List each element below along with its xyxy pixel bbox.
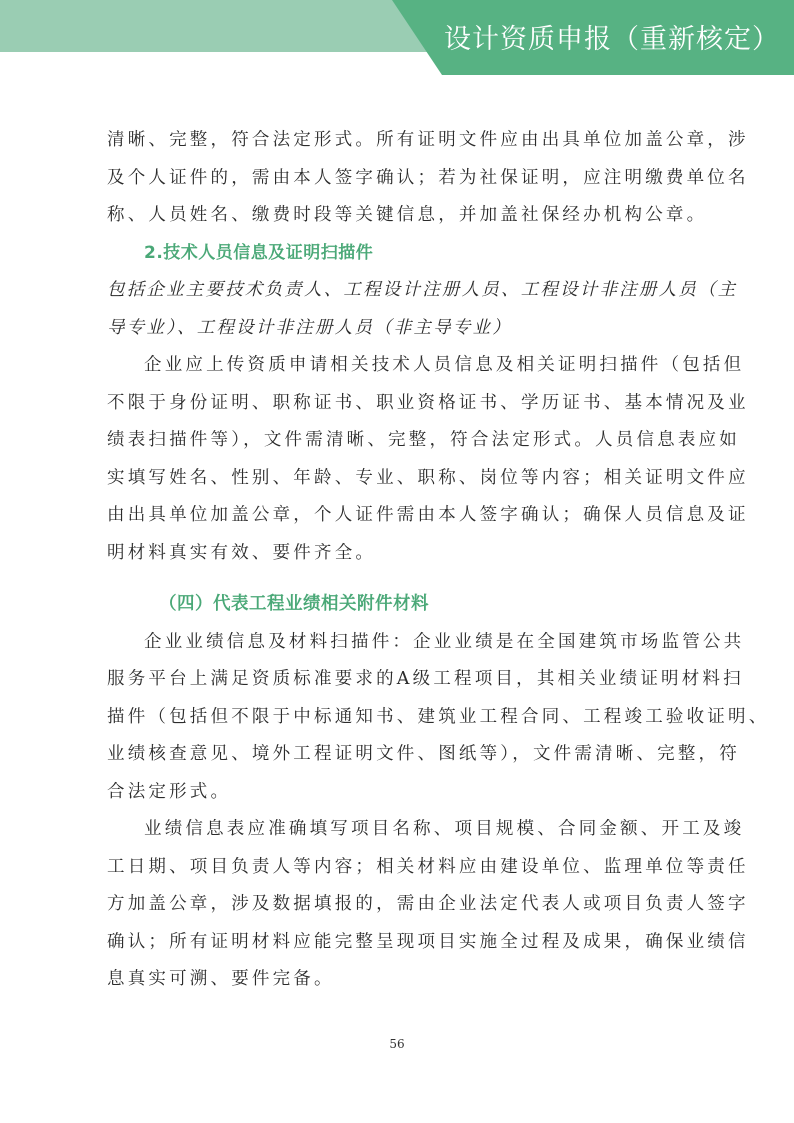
text-line: 合法定形式。 [107, 781, 232, 802]
page-number: 56 [389, 1037, 405, 1051]
page-content [107, 122, 770, 999]
text-line: 包括企业主要技术负责人、工程设计注册人员、工程设计非注册人员（主 [107, 280, 738, 300]
text-line: 服务平台上满足资质标准要求的A级工程项目，其相关业绩证明材料扫 [107, 669, 744, 689]
paragraph-2 [107, 347, 749, 572]
text-line: 业绩信息表应准确填写项目名称、项目规模、合同金额、开工及竣 [144, 819, 745, 839]
section-heading-4: （四）代表工程业绩相关附件材料 [159, 594, 429, 614]
text-line: 描件（包括但不限于中标通知书、建筑业工程合同、工程竣工验收证明、 [107, 706, 770, 727]
paragraph-4 [107, 811, 749, 999]
subheading-tech-personnel: 2.技术人员信息及证明扫描件 [144, 242, 374, 263]
italic-note [107, 272, 738, 347]
text-line: 不限于身份证明、职称证书、职业资格证书、学历证书、基本情况及业 [107, 392, 749, 413]
text-line: 绩表扫描件等），文件需清晰、完整，符合法定形式。人员信息表应如 [107, 430, 740, 450]
text-line: 企业业绩信息及材料扫描件：企业业绩是在全国建筑市场监管公共 [144, 631, 745, 652]
document-title: 设计资质申报（重新核定） [444, 24, 780, 55]
text-line: 清晰、完整，符合法定形式。所有证明文件应由出具单位加盖公章，涉 [107, 130, 749, 150]
text-line: 方加盖公章，涉及数据填报的，需由企业法定代表人或项目负责人签字 [107, 894, 749, 914]
text-line: 确认；所有证明材料应能完整呈现项目实施全过程及成果，确保业绩信 [107, 931, 749, 952]
text-line: 导专业）、工程设计非注册人员（非主导专业） [107, 317, 512, 338]
text-line: 实填写姓名、性别、年龄、专业、职称、岗位等内容；相关证明文件应 [107, 467, 749, 488]
text-line: 工日期、项目负责人等内容；相关材料应由建设单位、监理单位等责任 [107, 856, 749, 877]
text-line: 息真实可溯、要件完备。 [107, 969, 335, 989]
text-line: 业绩核查意见、境外工程证明文件、图纸等），文件需清晰、完整，符 [107, 744, 740, 764]
paragraph-3 [107, 624, 770, 812]
paragraph-1 [107, 122, 749, 235]
text-line: 由出具单位加盖公章，个人证件需由本人签字确认；确保人员信息及证 [107, 505, 749, 525]
text-line: 明材料真实有效、要件齐全。 [107, 542, 377, 563]
text-line: 企业应上传资质申请相关技术人员信息及相关证明扫描件（包括但 [144, 355, 745, 375]
text-line: 称、人员姓名、缴费时段等关键信息，并加盖社保经办机构公章。 [107, 205, 708, 225]
text-line: 及个人证件的，需由本人签字确认；若为社保证明，应注明缴费单位名 [107, 167, 749, 188]
